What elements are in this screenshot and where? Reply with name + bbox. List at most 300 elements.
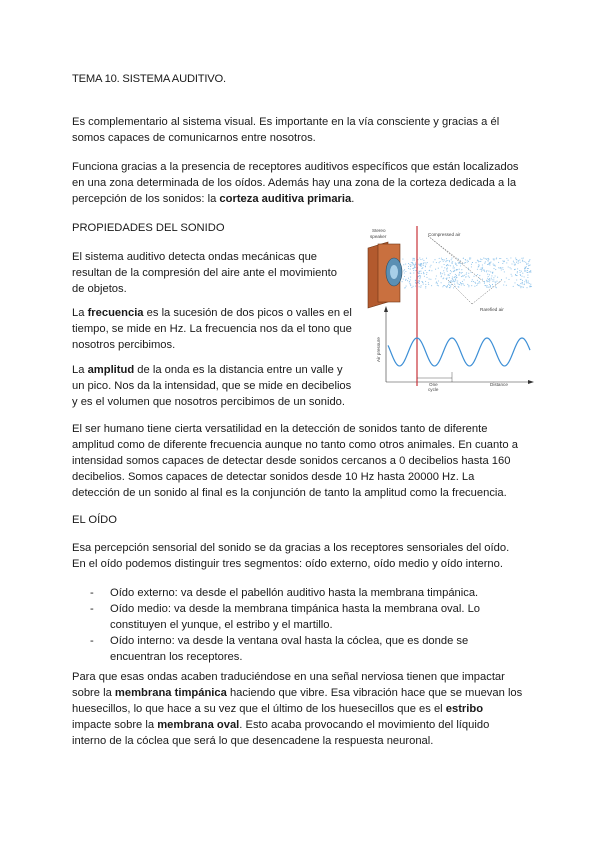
air-particle <box>419 286 420 287</box>
air-particle <box>488 281 489 282</box>
transduction-paragraph <box>72 669 524 749</box>
air-particle <box>500 258 501 259</box>
air-particle <box>420 264 421 265</box>
air-particle <box>516 275 517 276</box>
air-particle <box>500 267 501 268</box>
air-particle <box>438 280 439 281</box>
air-particle <box>487 281 488 282</box>
air-particle <box>419 281 420 282</box>
air-particle <box>471 272 472 273</box>
air-particle <box>413 286 414 287</box>
transduction-text-3: impacte sobre la <box>72 719 158 731</box>
cycle-label-2: cycle <box>428 387 439 392</box>
air-particle <box>498 267 499 268</box>
air-particle <box>419 271 420 272</box>
air-particle <box>485 261 486 262</box>
section-heading-properties: PROPIEDADES DEL SONIDO <box>72 222 225 234</box>
air-particle <box>524 281 525 282</box>
air-particle <box>446 268 447 269</box>
air-particle <box>504 261 505 262</box>
air-particle <box>465 259 466 260</box>
air-particle <box>426 258 427 259</box>
air-particle <box>430 279 431 280</box>
air-particle <box>462 281 463 282</box>
air-particle <box>530 270 531 271</box>
air-particle <box>518 260 519 261</box>
air-particle <box>466 274 467 275</box>
air-particle <box>502 263 503 264</box>
air-particle <box>520 274 521 275</box>
list-dash: - <box>90 587 94 599</box>
air-particle <box>520 272 521 273</box>
rarefied-air-label: Rarefied air <box>480 307 504 312</box>
amplitude-pre: La <box>72 364 88 376</box>
air-particle <box>448 284 449 285</box>
air-particle <box>471 285 472 286</box>
air-particle <box>445 286 446 287</box>
air-particle <box>449 275 450 276</box>
air-particle <box>480 259 481 260</box>
air-particle <box>423 263 424 264</box>
versatility-paragraph: El ser humano tiene cierta versatilidad en la detección de sonidos tanto de diferente amplitud como de diferente frecuencia aunque no tanto como otros animales. En cuanto a intensidad somos capaces de detectar desde sonidos cercanos a 0 decibelios hasta 160 decibelios. Somos capaces de detectar sonidos desde 10 Hz hasta 20000 Hz. La detección de un sonido al final es la conjunción de tanto la amplitud como la frecuencia. <box>72 423 518 499</box>
air-particle <box>425 270 426 271</box>
air-particle <box>511 276 512 277</box>
air-particle <box>421 268 422 269</box>
air-particle <box>410 277 411 278</box>
air-particle <box>495 286 496 287</box>
air-particle <box>413 258 414 259</box>
air-particle <box>438 268 439 269</box>
sound-wave-diagram <box>362 222 534 392</box>
air-particle <box>408 268 409 269</box>
air-particle <box>463 258 464 259</box>
air-particle <box>410 269 411 270</box>
air-particle <box>528 268 529 269</box>
air-particle <box>415 270 416 271</box>
air-particle <box>447 286 448 287</box>
air-particle <box>479 281 480 282</box>
air-particle <box>455 276 456 277</box>
air-particle <box>484 270 485 271</box>
air-particle <box>410 279 411 280</box>
air-particle <box>481 269 482 270</box>
air-particle <box>465 277 466 278</box>
air-particle <box>408 263 409 264</box>
air-particle <box>442 273 443 274</box>
air-particle <box>517 284 518 285</box>
sound-wave-figure <box>362 222 534 392</box>
air-particle <box>472 262 473 263</box>
air-particle <box>519 270 520 271</box>
air-particle <box>444 285 445 286</box>
air-particle <box>493 277 494 278</box>
distance-label: Distance <box>490 382 508 387</box>
air-particle <box>518 263 519 264</box>
air-particle <box>522 283 523 284</box>
air-particle <box>451 258 452 259</box>
air-particle <box>410 266 411 267</box>
air-particle <box>486 271 487 272</box>
ear-segments-list <box>72 585 524 665</box>
air-particle <box>529 271 530 272</box>
air-particle <box>526 281 527 282</box>
air-particle <box>413 264 414 265</box>
air-particle <box>404 272 405 273</box>
air-particle <box>488 287 489 288</box>
air-particle <box>514 264 515 265</box>
air-particle <box>480 261 481 262</box>
air-particle <box>504 281 505 282</box>
air-particle <box>415 286 416 287</box>
air-particle <box>515 269 516 270</box>
air-particle <box>488 259 489 260</box>
list-item <box>72 633 524 665</box>
air-particle <box>524 271 525 272</box>
air-particle <box>419 278 420 279</box>
air-particle <box>437 283 438 284</box>
air-particle <box>528 263 529 264</box>
air-particle <box>510 257 511 258</box>
air-particle <box>492 284 493 285</box>
air-particle <box>435 269 436 270</box>
air-particle <box>447 271 448 272</box>
air-particle <box>530 284 531 285</box>
air-particle <box>403 270 404 271</box>
air-particle <box>405 264 406 265</box>
cycle-label-1: One <box>429 382 438 387</box>
air-particle <box>455 279 456 280</box>
air-particle <box>443 270 444 271</box>
air-particle <box>470 258 471 259</box>
air-particle <box>488 279 489 280</box>
air-particle <box>468 285 469 286</box>
air-particle <box>478 261 479 262</box>
section-heading-ear: EL OÍDO <box>72 514 117 526</box>
air-particle <box>478 266 479 267</box>
air-particle <box>493 264 494 265</box>
air-particle <box>426 272 427 273</box>
air-particle <box>448 274 449 275</box>
air-particle <box>426 274 427 275</box>
air-particle <box>413 272 414 273</box>
air-particle <box>412 262 413 263</box>
speaker-cone-center <box>390 265 398 279</box>
air-particle <box>444 274 445 275</box>
air-particle <box>414 265 415 266</box>
air-particle <box>449 285 450 286</box>
air-particle <box>461 269 462 270</box>
air-particle <box>521 276 522 277</box>
air-particle <box>418 280 419 281</box>
air-particle <box>450 265 451 266</box>
frequency-term: frecuencia <box>87 307 144 319</box>
air-particle <box>524 284 525 285</box>
air-particle <box>446 265 447 266</box>
air-particle <box>467 262 468 263</box>
air-particle <box>412 260 413 261</box>
air-particle <box>515 264 516 265</box>
air-particle <box>528 281 529 282</box>
air-particle <box>405 279 406 280</box>
air-particle <box>513 261 514 262</box>
air-particle <box>458 263 459 264</box>
air-particle <box>496 281 497 282</box>
air-particle <box>410 285 411 286</box>
air-particle <box>503 284 504 285</box>
air-particle <box>475 262 476 263</box>
air-particle <box>450 270 451 271</box>
air-particle <box>420 275 421 276</box>
air-particle <box>449 260 450 261</box>
air-particle <box>411 265 412 266</box>
air-particle <box>481 259 482 260</box>
tympanic-membrane-term: membrana timpánica <box>114 687 227 699</box>
intro-paragraph: Es complementario al sistema visual. Es importante en la vía consciente y gracias a él somos capaces de comunicarnos entre nosotros. <box>72 116 500 144</box>
air-particle <box>437 285 438 286</box>
air-particle <box>516 279 517 280</box>
air-particle <box>451 284 452 285</box>
air-particle <box>488 258 489 259</box>
air-particle <box>427 262 428 263</box>
air-particle <box>514 282 515 283</box>
air-particle <box>405 271 406 272</box>
air-particle <box>495 269 496 270</box>
air-particle <box>451 259 452 260</box>
air-particle <box>477 283 478 284</box>
air-particle <box>411 287 412 288</box>
air-particle <box>484 281 485 282</box>
air-particle <box>442 259 443 260</box>
air-particle <box>488 271 489 272</box>
transduction-text-2: haciendo que vibre. Esa vibración hace que se muevan los huesecillos, lo que hace a su vez que el último de los huesecillos que es el <box>72 687 523 715</box>
air-particle <box>529 259 530 260</box>
air-particle <box>440 272 441 273</box>
air-particle <box>462 272 463 273</box>
air-particle <box>441 282 442 283</box>
air-particle <box>497 277 498 278</box>
air-particle <box>517 271 518 272</box>
air-particle <box>424 276 425 277</box>
air-particle <box>508 266 509 267</box>
air-particle <box>451 271 452 272</box>
air-particle <box>511 263 512 264</box>
air-particle <box>423 260 424 261</box>
transduction-text-1: Para que esas ondas acaben traduciéndose en una señal nerviosa tienen que impactar sobre la <box>72 671 505 699</box>
air-particle <box>463 283 464 284</box>
air-particle <box>425 287 426 288</box>
air-particle <box>515 258 516 259</box>
air-particle <box>514 262 515 263</box>
air-particle <box>433 261 434 262</box>
air-particle <box>474 282 475 283</box>
air-particle <box>498 262 499 263</box>
air-particle <box>487 264 488 265</box>
air-particle <box>420 277 421 278</box>
air-particle <box>501 269 502 270</box>
air-particle <box>516 262 517 263</box>
air-particle <box>468 276 469 277</box>
air-particle <box>484 263 485 264</box>
air-particle <box>477 260 478 261</box>
air-particle <box>493 268 494 269</box>
air-particle <box>457 269 458 270</box>
air-particle <box>528 265 529 266</box>
auditory-cortex-term: corteza auditiva primaria <box>219 193 352 205</box>
air-particle <box>520 262 521 263</box>
air-particle <box>486 280 487 281</box>
air-particle <box>478 264 479 265</box>
receptors-text: Funciona gracias a la presencia de receptores auditivos específicos que están localizados en una zona determinada de los oídos. Además hay una zona de la corteza dedicada a la percepción de los sonidos: la <box>72 161 519 205</box>
air-particle <box>447 264 448 265</box>
air-particle <box>527 270 528 271</box>
air-particle <box>482 264 483 265</box>
air-particle <box>518 285 519 286</box>
air-particle <box>436 262 437 263</box>
air-particle <box>483 270 484 271</box>
air-particle <box>445 261 446 262</box>
air-particle <box>461 284 462 285</box>
air-particle <box>439 258 440 259</box>
air-particle <box>526 282 527 283</box>
air-particle <box>413 270 414 271</box>
air-particle <box>503 269 504 270</box>
air-particle <box>429 270 430 271</box>
air-particle <box>405 287 406 288</box>
air-particle <box>460 265 461 266</box>
air-particle <box>409 281 410 282</box>
air-particle <box>511 274 512 275</box>
air-particle <box>531 286 532 287</box>
air-particle <box>527 272 528 273</box>
air-particle <box>452 279 453 280</box>
air-particle <box>425 266 426 267</box>
air-particle <box>469 258 470 259</box>
air-particle <box>450 286 451 287</box>
list-dash: - <box>90 603 94 615</box>
air-particle <box>415 280 416 281</box>
air-particle <box>523 258 524 259</box>
air-particle <box>517 272 518 273</box>
air-particle <box>425 284 426 285</box>
air-particle <box>499 258 500 259</box>
air-particle <box>451 280 452 281</box>
receptors-end: . <box>351 193 355 205</box>
air-particle <box>525 268 526 269</box>
air-particle <box>479 275 480 276</box>
air-particle <box>473 281 474 282</box>
air-particle <box>453 266 454 267</box>
air-particle <box>443 261 444 262</box>
air-particle <box>529 286 530 287</box>
air-particle <box>475 283 476 284</box>
air-particle <box>522 273 523 274</box>
air-particle <box>428 284 429 285</box>
air-particle <box>482 279 483 280</box>
air-particle <box>474 286 475 287</box>
air-particle <box>459 274 460 275</box>
air-particle <box>412 258 413 259</box>
air-particle <box>415 263 416 264</box>
air-particle <box>465 262 466 263</box>
air-particle <box>506 258 507 259</box>
air-particle <box>440 273 441 274</box>
air-particle <box>527 268 528 269</box>
air-particle <box>419 283 420 284</box>
air-particle <box>468 261 469 262</box>
air-particle <box>419 265 420 266</box>
air-particle <box>529 283 530 284</box>
air-particle <box>406 286 407 287</box>
air-particle <box>525 280 526 281</box>
air-particle <box>471 264 472 265</box>
compressed-air-label: Compressed air <box>428 232 461 237</box>
air-particle <box>502 260 503 261</box>
air-particle <box>476 285 477 286</box>
air-particle <box>484 271 485 272</box>
amplitude-text: de la onda es la distancia entre un valle y un pico. Nos da la intensidad, que se mide en decibelios y es el volumen que nosotros percibimos de un sonido. <box>72 364 352 408</box>
air-particle <box>501 268 502 269</box>
air-particle <box>462 275 463 276</box>
air-particle <box>460 282 461 283</box>
air-particle <box>456 275 457 276</box>
air-particle <box>508 260 509 261</box>
air-particle <box>423 284 424 285</box>
air-particle <box>403 264 404 265</box>
air-particle <box>423 272 424 273</box>
air-particle <box>509 267 510 268</box>
air-particle <box>492 279 493 280</box>
air-particle <box>459 269 460 270</box>
air-particle <box>506 285 507 286</box>
air-particle <box>431 285 432 286</box>
air-particle <box>430 266 431 267</box>
air-particle <box>477 269 478 270</box>
air-particle <box>444 264 445 265</box>
air-particle <box>428 282 429 283</box>
air-particle <box>489 279 490 280</box>
air-particle <box>454 267 455 268</box>
air-particle <box>456 277 457 278</box>
air-particle <box>484 283 485 284</box>
air-particle <box>468 286 469 287</box>
air-particle <box>469 259 470 260</box>
air-particle <box>453 280 454 281</box>
air-particle <box>424 262 425 263</box>
air-particle <box>530 271 531 272</box>
air-particle <box>486 270 487 271</box>
air-particle <box>438 285 439 286</box>
air-particle <box>414 260 415 261</box>
air-particle <box>408 266 409 267</box>
air-particle <box>443 285 444 286</box>
air-particle <box>454 276 455 277</box>
air-particle <box>460 263 461 264</box>
air-particle <box>519 260 520 261</box>
air-particle <box>489 278 490 279</box>
air-particle <box>490 271 491 272</box>
air-particle <box>462 283 463 284</box>
air-particle <box>454 284 455 285</box>
air-particle <box>493 258 494 259</box>
air-particle <box>414 266 415 267</box>
air-particle <box>519 285 520 286</box>
transduction-text-4: . Esto acaba provocando el movimiento del líquido interno de la cóclea que será lo que desencadene la respuesta neuronal. <box>72 719 490 747</box>
air-particle <box>426 277 427 278</box>
air-particle <box>485 258 486 259</box>
air-particle <box>449 261 450 262</box>
air-particle <box>402 259 403 260</box>
air-particle <box>511 268 512 269</box>
